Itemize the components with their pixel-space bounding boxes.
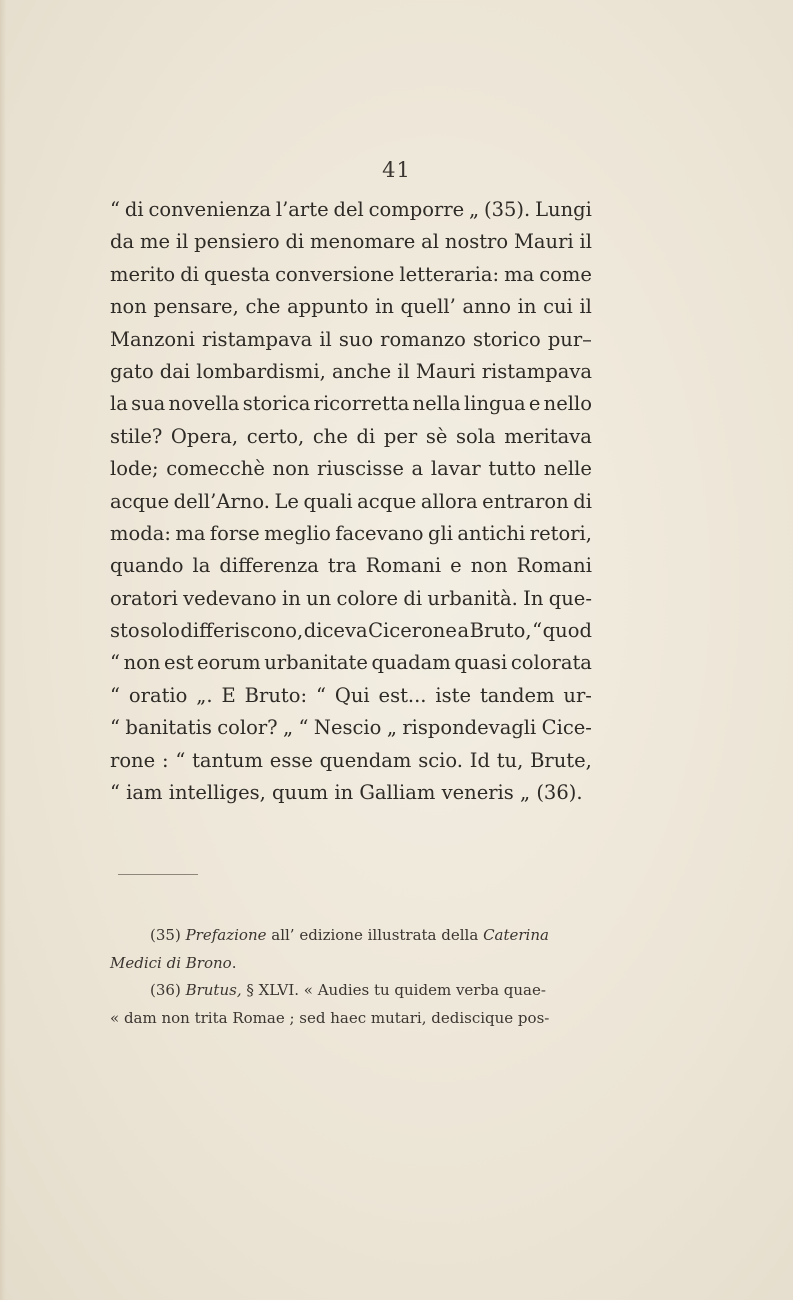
footnote-35-work-cont: Medici di Brono [110,953,232,972]
text-line: moda: ma forse meglio facevano gli antichi retori, [110,521,592,545]
text-line: “ oratio „. E Bruto: “ Qui est... iste tandem ur- [110,683,592,707]
text-line: merito di questa conversione letteraria: ma come [110,262,592,286]
footnote-36-text: § XLVI. « Audies tu quidem verba quae- [241,981,546,999]
text-line: stile? Opera, certo, che di per sè sola meritava [110,424,592,448]
text-line: Manzoni ristampava il suo romanzo storico pur– [110,327,592,351]
text-line: “ iam intelliges, quum in Galliam veneris „ (36). [110,781,583,805]
text-line: “ di convenienza l’arte del comporre „ (35). Lungi [110,198,592,221]
text-line: da me il pensiero di menomare al nostro Mauri il [110,230,592,254]
text-line: non pensare, che appunto in quell’ anno in cui il [110,295,592,319]
text-line: quando la differenza tra Romani e non Romani [110,554,592,578]
footnotes [110,922,605,1032]
text-line: “ non est eorum urbanitate quadam quasi colorata [110,651,592,675]
text-line: oratori vedevano in un colore di urbanità. In que- [110,586,592,610]
footnote-36-number: (36) [150,981,181,999]
footnote-35-title: Prefazione [185,926,267,944]
footnote-35-line-1 [110,922,605,950]
page-number: 41 [382,158,411,182]
footnote-36-title: Brutus, [185,981,242,999]
page-gutter-shadow [0,0,6,1300]
footnote-35-period: . [231,953,237,972]
footnote-35-number: (35) [150,926,181,944]
footnote-separator [118,874,198,875]
text-line: rone : “ tantum esse quendam scio. Id tu, Brute, [110,748,592,772]
text-line: la sua novella storica ricorretta nella lingua e nello [110,392,592,416]
text-line: gato dai lombardismi, anche il Mauri ristampava [110,359,592,383]
text-line: sto solo differiscono, diceva Cicerone a Bruto, “ quod [110,619,592,643]
footnote-35-line-2 [110,950,605,978]
footnote-36-line-2: « dam non trita Romae ; sed haec mutari, dediscique pos- [110,1008,550,1027]
text-line: acque dell’Arno. Le quali acque allora entraron di [110,489,592,513]
text-line: “ banitatis color? „ “ Nescio „ rispondevagli Cice- [110,716,592,740]
text-line: lode; comecchè non riuscisse a lavar tutto nelle [110,457,592,481]
main-text [110,194,592,809]
footnote-35-text: all’ edizione illustrata della [266,926,484,944]
footnote-36-line-1 [110,977,605,1005]
footnote-35-work: Caterina [483,926,549,944]
